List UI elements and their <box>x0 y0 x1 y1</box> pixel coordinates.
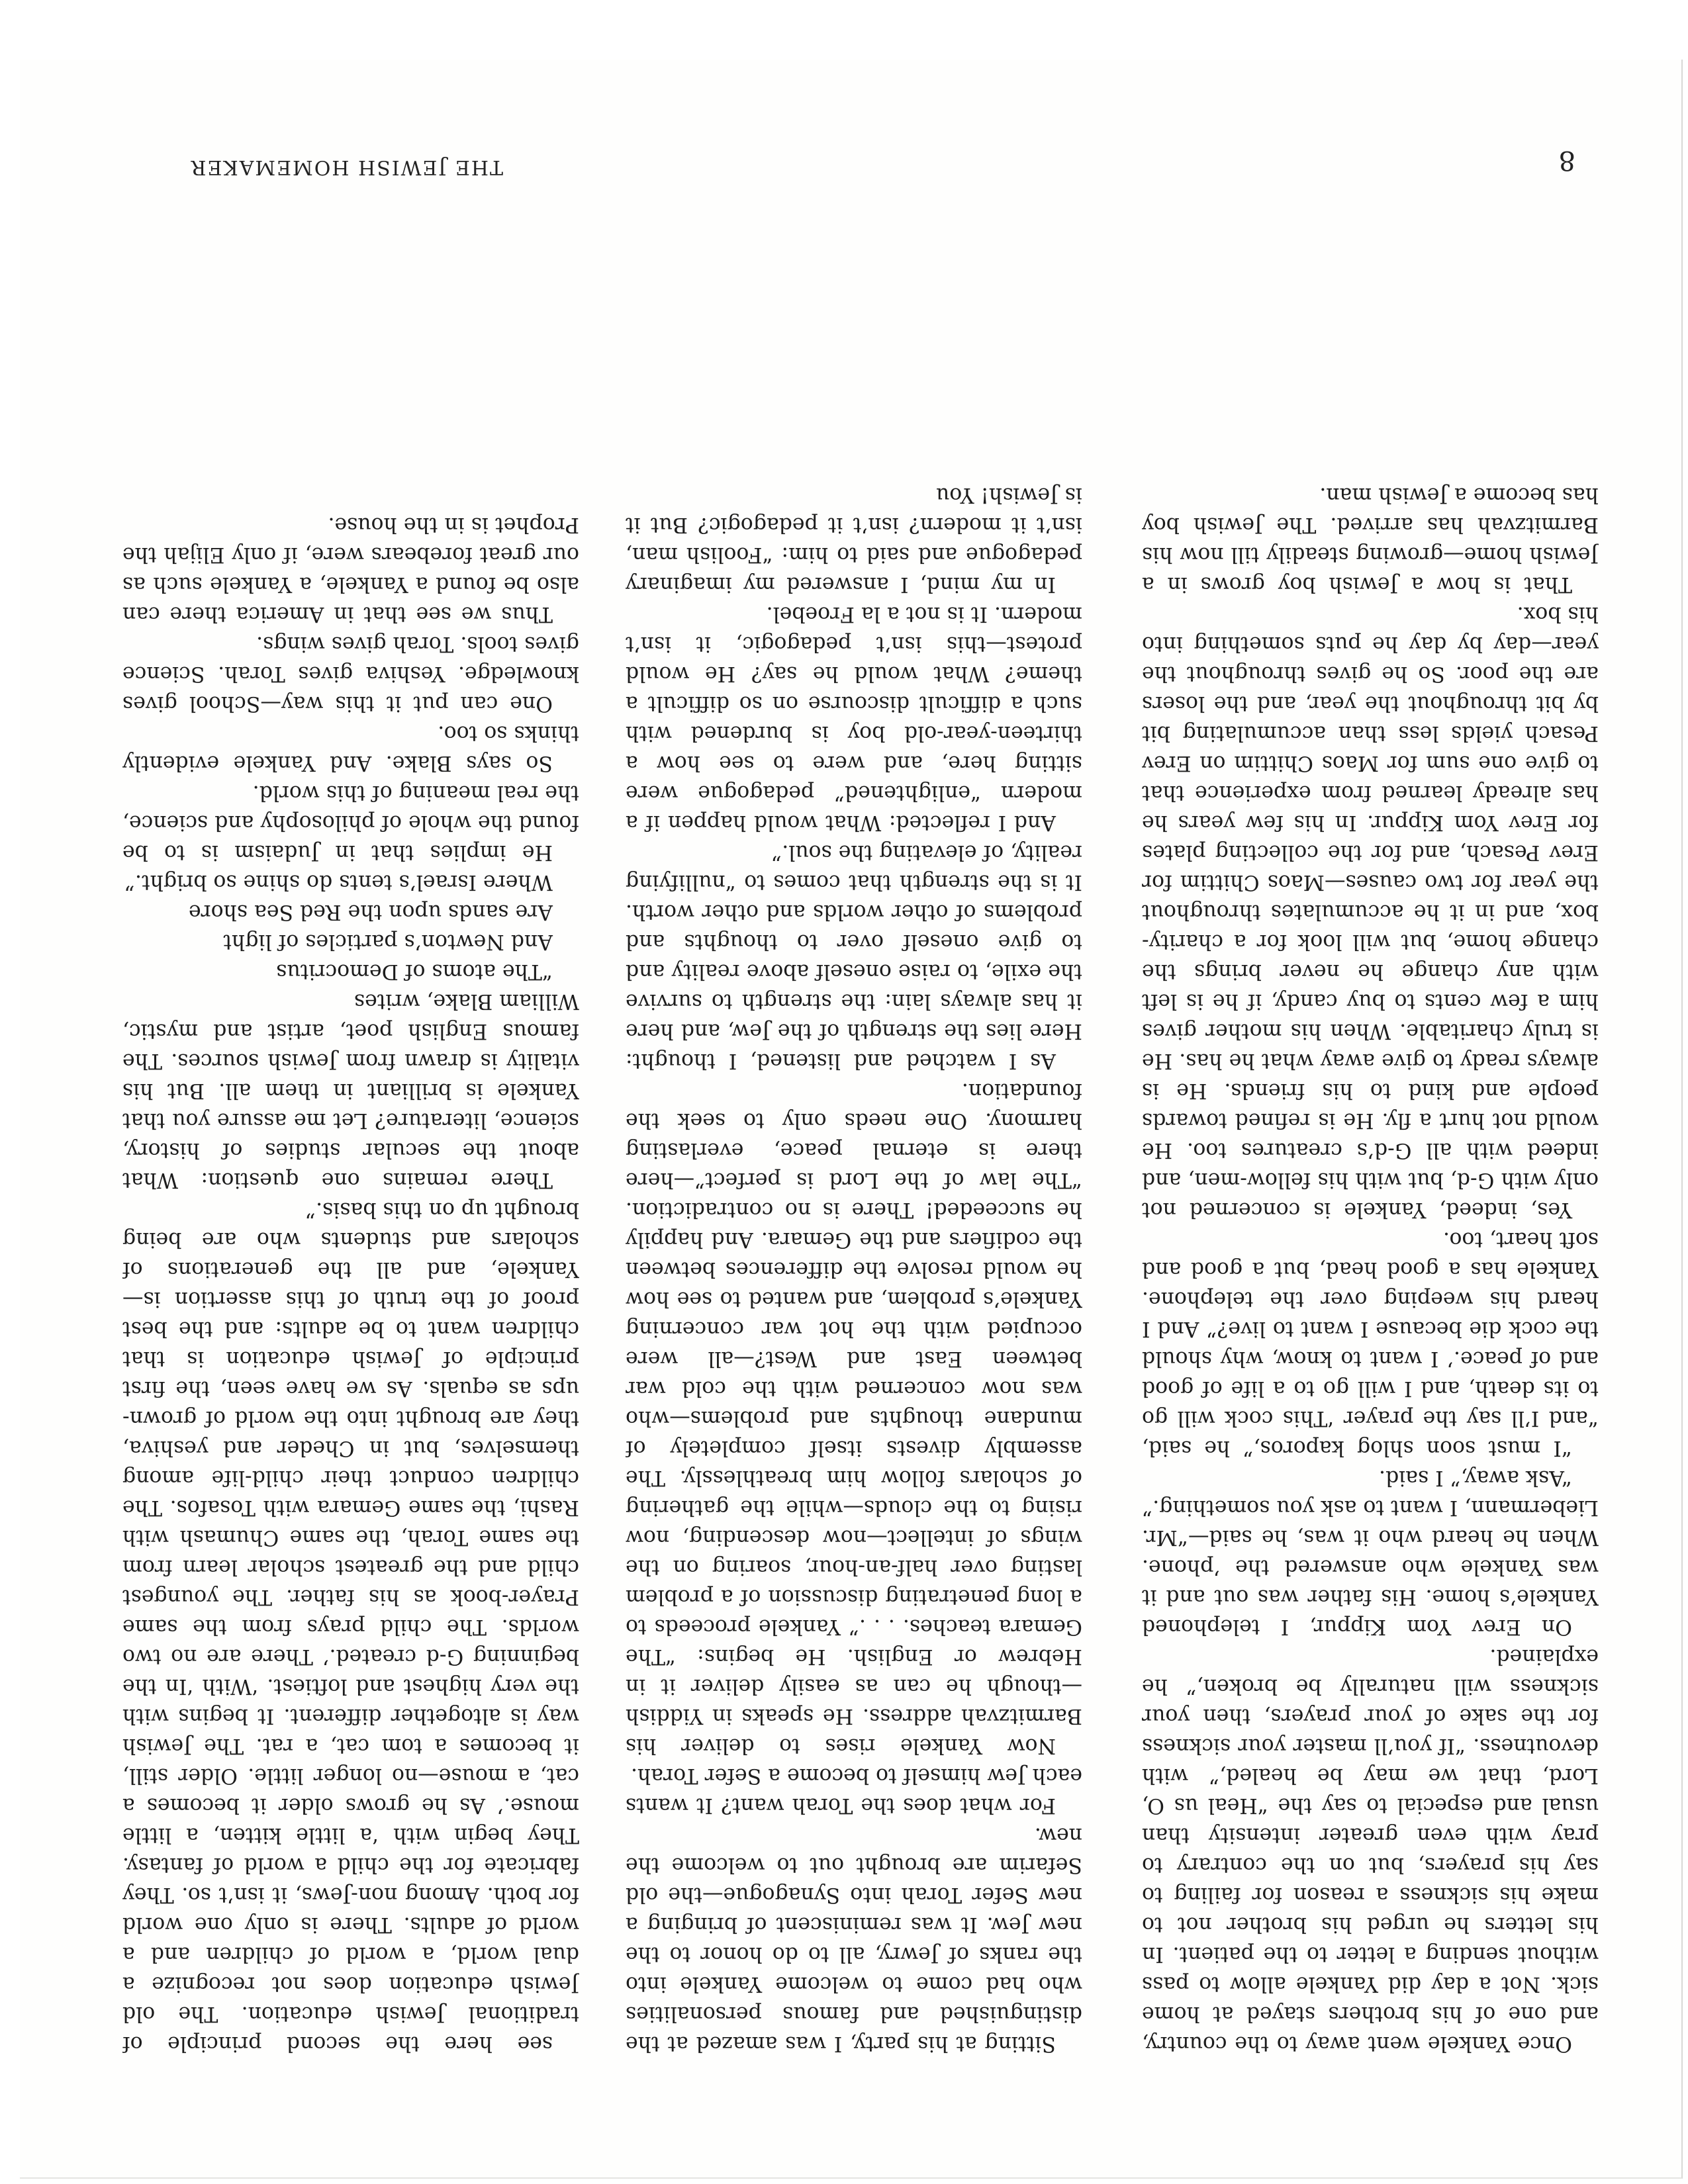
paragraph: Thus we see that in America there can also be found a Yankele, a Yankele such as our great forebears were, if only Elijah the Prophet is in the house. <box>122 513 579 626</box>
poem-line: Where Israel’s tents do shine so bright.” <box>124 870 553 894</box>
text-column-2 <box>626 192 1082 2058</box>
paragraph: Sitting at his party, I was amazed at the distinguished and famous personalities who had come to welcome Yankele into the ranks of Jewry, all to do honor to the new Jew. It was reminiscent of bringing a new Sefer Torah into Synagogue—the old Sefarim are brought out to welcome the new. <box>626 1823 1082 2056</box>
text-column-1 <box>1142 192 1599 2058</box>
paragraph: “I must soon shlog kaporos,” he said, “and I’ll say the prayer ‘This cock will go to its death, and I will go to a life of good and of peace.’ I want to know, why should the cock die because I want to live?” And I heard his weeping over the telephone. Yankele has a good head, but a good and soft heart, too. <box>1142 1228 1599 1460</box>
paper-sheet <box>20 60 1683 2179</box>
paragraph: “Ask away,” I said. <box>1379 1466 1572 1490</box>
paragraph: Yes, indeed, Yankele is concerned not only with G-d, but with his fellow-men, and indeed with all G-d’s creatures too. He would not hurt a fly. He is refined towards people and kind to his friends. He is always ready to give away what he has. He is truly charitable. When his mother gives him a few cents to buy candy, if he is left with any change he never brings the change home, but will look for a charity-box, and in it he accumulates throughout the year for two causes—Maos Chittim for Erev Pesach, and for the collecting plates for Erev Yom Kippur. In his few years he has already learned from experience that to give one sum for Maos Chittim on Erev Pesach yields less than accumulating bit by bit throughout the year, and the losers are the poor. So he gives throughout the year—day by day he puts something into his box. <box>1142 602 1599 1222</box>
text-column-3 <box>122 192 579 2058</box>
paragraph: So says Blake. And Yankele evidently thinks so too. <box>122 721 579 775</box>
paragraph: There remains one question: What about the secular studies of history, science, literature? Let me assure you that Yankele is brilliant in them all. But his vitality is drawn from Jewish sources. The famous English poet, artist and mystic, William Blake, writes <box>122 989 579 1192</box>
paragraph: That is how a Jewish boy grows in a Jewish home—growing steadily till now his Barmitzvah has arrived. The Jewish boy has become a Jewish man. <box>1142 483 1599 596</box>
page-number: 8 <box>1558 145 1575 175</box>
paragraph: As I watched and listened, I thought: Here lies the strength of the Jew, and here it has always lain: the strength to survive the exile, to raise oneself above reality and to give oneself over to thoughts and problems of other worlds and other worth. It is the strength that comes to “nullifying reality, of elevating the soul.” <box>626 841 1082 1073</box>
paragraph: One can put it this way—School gives knowledge. Yeshiva gives Torah. Science gives tools. Torah gives wings. <box>122 632 579 715</box>
paragraph: And I reflected: What would happen if a modern “enlightened” pedagogue were sitting here, and were to see how a thirteen-year-old boy is burdened with such a difficult discourse on so difficult a theme? What would he say? He would protest—this isn’t pedagogic, it isn’t modern. It is not a la Froebel. <box>626 602 1082 835</box>
paragraph: see here the second principle of traditional Jewish education. The old Jewish education does not recognize a dual world, a world of children and a world of adults. There is only one world for both. Among non-Jews, it isn’t so. They fabricate for the child a world of fantasy. They begin with ‘a little kitten, a little mouse.’ As he grows older it becomes a cat, a mouse—no longer little. Older still, it becomes a tom cat, a rat. The Jewish way is altogether different. It begins with the very highest and loftiest. ‘With ‘In the beginning G-d created.’ There are no two worlds. The child prays from the same Prayer-book as his father. The youngest child and the greatest scholar learn from the same Torah, the same Chumash with Rashi, the same Gemara with Tosafos. The children conduct their child-life among themselves, but in Cheder and yeshiva, they are brought into the world of grown-ups as equals. As we have seen, the first principle of Jewish education is that children want to be adults: and the best proof of the truth of this assertion is—Yankele, and all the generations of scholars and students who are being brought up on this basis.” <box>122 1198 579 2056</box>
paragraph: Now Yankele rises to deliver his Barmitzvah address. He speaks in Yiddish—though he can as easily deliver it in Hebrew or English. He begins: “The Gemara teaches. . . .” Yankele proceeds to a long penetrating discussion of a problem lasting over half-an-hour, soaring on the wings of intellect—now descending, now rising to the clouds—while the gathering of scholars follow him breathlessly. The assembly divests itself completely of mundane thoughts and problems—who was now concerned with the cold war between East and West?—all were occupied with the hot war concerning Yankele’s problem, and wanted to see how he would resolve the differences between the codifiers and the Gemara. And happily he succeeded! There is no contradiction. “The law of the Lord is perfect”—here there is eternal peace, everlasting harmony. One needs only to seek the foundation. <box>626 1079 1082 1758</box>
poem-line: Are sands upon the Red Sea shore <box>188 900 553 924</box>
running-head: THE JEWISH HOMEMAKER <box>189 156 503 179</box>
poem-line: “The atoms of Democritus <box>276 960 553 983</box>
paragraph: On Erev Yom Kippur, I telephoned Yankele’s home. His father was out and it was Yankele who answered the ’phone. When he heard who it was, he said—“Mr. Liebermann, I want to ask you something.” <box>1142 1496 1599 1639</box>
paragraph: Once Yankele went away to the country, and one of his brothers stayed at home sick. Not a day did Yankele allow to pass without sending a letter to the patient. In his letters he urged his brother not to make his sickness a reason for failing to say his prayers, but on the contrary to pray with even greater intensity than usual and especial to say the “Heal us O, Lord, that we may be healed,” with devoutness. “If you’ll master your sickness for the sake of your prayers, then your sickness will naturally be broken,” he explained. <box>1142 1645 1599 2056</box>
paragraph: He implies that in Judaism is to be found the whole of philosophy and science, the real meaning of this world. <box>122 781 579 864</box>
paragraph: For what does the Torah want? It wants each Jew himself to become a Sefer Torah. <box>626 1764 1082 1817</box>
paragraph: In my mind, I answered my imaginary pedagogue and said to him: “Foolish man, isn’t it modern? isn’t it pedagogic? But it is Jewish! You <box>626 483 1082 596</box>
poem-line: And Newton’s particles of light <box>223 930 553 954</box>
